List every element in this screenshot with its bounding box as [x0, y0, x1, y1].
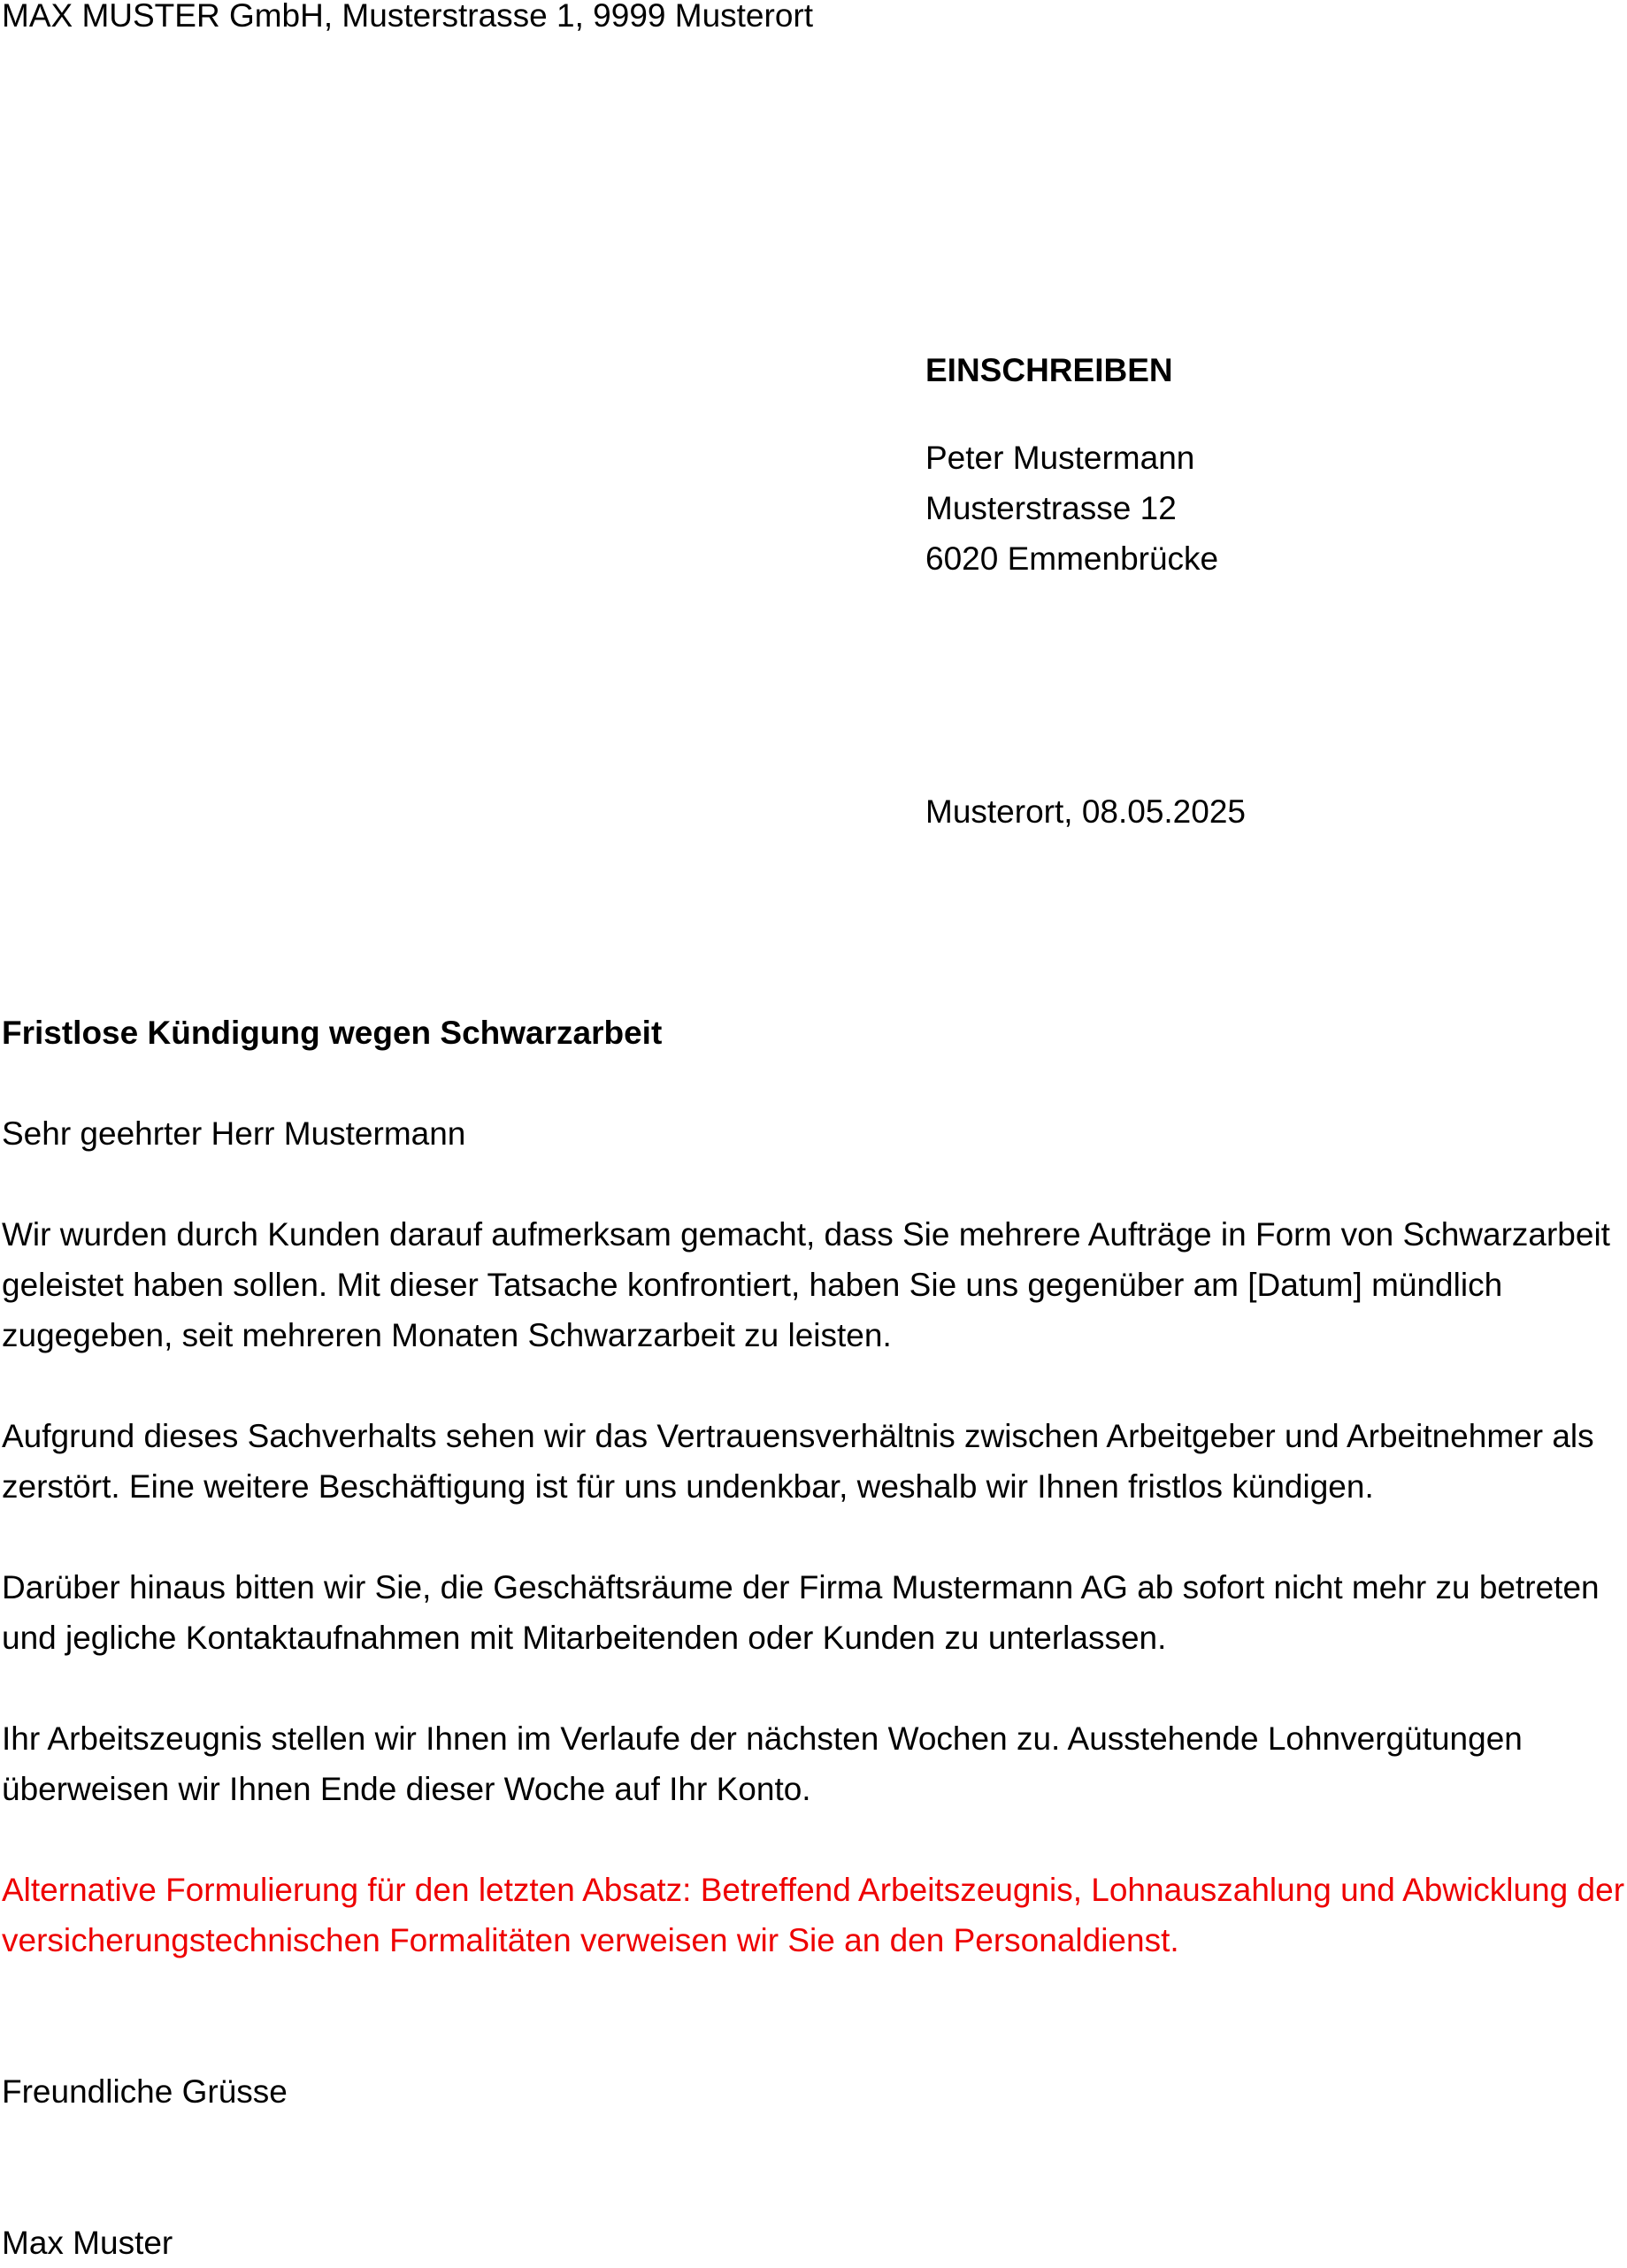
recipient-name: Peter Mustermann — [925, 440, 1195, 476]
body-paragraph: Wir wurden durch Kunden darauf aufmerksam gemacht, dass Sie mehrere Aufträge in Form von Schwarzarbeit geleistet haben sollen. Mit dieser Tatsache konfrontiert, haben Sie uns gegenüber am [Datum] mündlich zugegeben, seit mehreren Monaten Schwarzarbeit zu leisten. — [2, 1216, 1610, 1353]
body-paragraph: Ihr Arbeitszeugnis stellen wir Ihnen im Verlaufe der nächsten Wochen zu. Ausstehende Lohnvergütungen überweisen wir Ihnen Ende dieser Woche auf Ihr Konto. — [2, 1720, 1523, 1807]
alternative-wording-note: Alternative Formulierung für den letzten Absatz: Betreffend Arbeitszeugnis, Lohnauszahlung und Abwicklung der versicherungstechnischen Formalitäten verweisen wir Sie an den Personaldienst. — [2, 1872, 1625, 1958]
signer-name: Max Muster — [2, 2225, 173, 2261]
recipient-city: 6020 Emmenbrücke — [925, 540, 1219, 577]
recipient-street: Musterstrasse 12 — [925, 490, 1177, 526]
body-paragraph: Darüber hinaus bitten wir Sie, die Geschäftsräume der Firma Mustermann AG ab sofort nicht mehr zu betreten und jegliche Kontaktaufnahmen mit Mitarbeitenden oder Kunden zu unterlassen. — [2, 1569, 1600, 1656]
recipient-block — [925, 345, 1598, 584]
salutation: Sehr geehrter Herr Mustermann — [2, 1115, 466, 1152]
closing-phrase: Freundliche Grüsse — [2, 2073, 288, 2110]
letter-subject: Fristlose Kündigung wegen Schwarzarbeit — [2, 1015, 663, 1051]
letter-body — [2, 1008, 1626, 2268]
sender-address-line: MAX MUSTER GmbH, Musterstrasse 1, 9999 Musterort — [2, 0, 814, 34]
place-and-date: Musterort, 08.05.2025 — [925, 793, 1246, 830]
registered-mail-label: EINSCHREIBEN — [925, 352, 1173, 388]
body-paragraph: Aufgrund dieses Sachverhalts sehen wir das Vertrauensverhältnis zwischen Arbeitgeber und Arbeitnehmer als zerstört. Eine weitere Beschäftigung ist für uns undenkbar, weshalb wir Ihnen fristlos kündigen. — [2, 1418, 1594, 1505]
